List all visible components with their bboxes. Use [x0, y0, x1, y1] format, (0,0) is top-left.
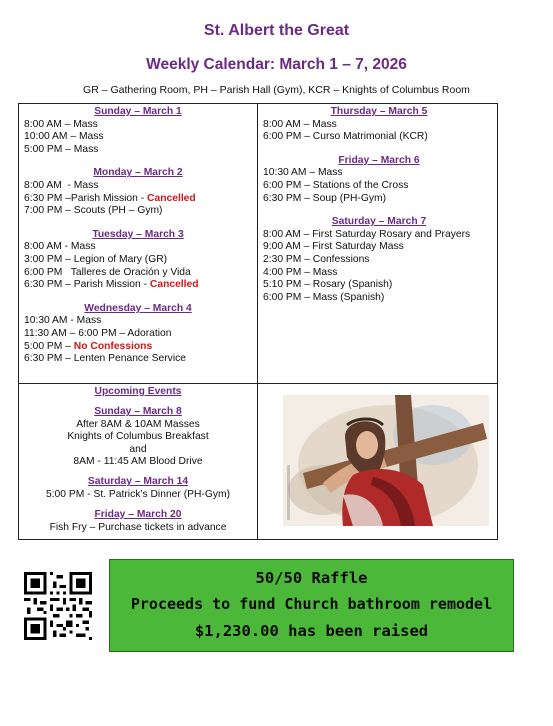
event-heading-saturday: Saturday – March 14: [87, 476, 189, 488]
schedule-line: 10:30 AM - Mass: [24, 315, 102, 327]
event-line: After 8AM & 10AM Masses: [76, 418, 200, 430]
cancelled-label: Cancelled: [149, 279, 199, 291]
schedule-line: 9:00 AM – First Saturday Mass: [263, 241, 404, 253]
schedule-line: 5:10 PM – Rosary (Spanish): [263, 279, 393, 291]
cancelled-label: Cancelled: [147, 192, 196, 204]
schedule-line: 6:30 PM – Lenten Penance Service: [24, 353, 186, 365]
day-heading-thursday: Thursday – March 5: [330, 106, 428, 117]
schedule-line: 6:00 PM – Stations of the Cross: [263, 179, 409, 191]
schedule-line: 8:00 AM – First Saturday Rosary and Prayers: [263, 228, 471, 240]
schedule-text: 5:00 PM –: [24, 340, 74, 352]
schedule-line: 10:30 AM – Mass: [263, 167, 343, 179]
raffle-banner: [109, 559, 514, 652]
right-schedule-column: [263, 106, 495, 304]
day-heading-wednesday: Wednesday – March 4: [84, 302, 192, 314]
schedule-line: 7:00 PM – Scouts (PH – Gym): [24, 205, 163, 217]
event-line: and: [129, 443, 147, 455]
schedule-text: 6:30 PM – Parish Mission -: [24, 279, 150, 291]
schedule-line: 11:30 AM – 6:00 PM – Adoration: [24, 327, 172, 339]
raffle-amount: $1,230.00 has been raised: [194, 622, 429, 640]
page-title: St. Albert the Great: [203, 22, 350, 39]
jesus-carrying-cross-painting: [283, 395, 489, 526]
schedule-line: 8:00 AM – Mass: [263, 118, 337, 130]
schedule-line: 6:30 PM – Soup (PH-Gym): [263, 192, 387, 204]
raffle-purpose: Proceeds to fund Church bathroom remodel: [130, 595, 493, 613]
schedule-line: 4:00 PM – Mass: [263, 266, 338, 278]
schedule-line: 8:00 AM – Mass: [24, 118, 98, 130]
event-line: 8AM - 11:45 AM Blood Drive: [73, 456, 203, 468]
schedule-line: 6:00 PM – Mass (Spanish): [263, 291, 385, 303]
event-line: 5:00 PM - St. Patrick’s Dinner (PH-Gym): [45, 488, 231, 500]
schedule-line: [24, 279, 252, 292]
upcoming-events: [19, 386, 257, 534]
schedule-line: [24, 341, 252, 354]
schedule-line: 2:30 PM – Confessions: [263, 253, 370, 265]
schedule-line: 3:00 PM – Legion of Mary (GR): [24, 253, 168, 265]
upcoming-events-heading: Upcoming Events: [94, 386, 182, 397]
schedule-line: [24, 193, 252, 206]
event-heading-sunday: Sunday – March 8: [94, 406, 182, 418]
day-heading-friday: Friday – March 6: [338, 154, 420, 166]
room-legend: GR – Gathering Room, PH – Parish Hall (Gym), KCR – Knights of Columbus Room: [83, 84, 470, 96]
no-confessions-label: No Confessions: [73, 340, 153, 352]
day-heading-monday: Monday – March 2: [93, 167, 183, 179]
left-schedule-column: [24, 106, 252, 366]
schedule-line: 8:00 AM - Mass: [24, 241, 96, 253]
day-heading-sunday: Sunday – March 1: [94, 106, 182, 117]
event-heading-friday: Friday – March 20: [94, 509, 182, 521]
schedule-line: 8:00 AM - Mass: [24, 179, 99, 191]
raffle-title: 50/50 Raffle: [255, 569, 368, 587]
event-line: Fish Fry – Purchase tickets in advance: [49, 521, 227, 533]
grid-divider-vertical: [257, 103, 258, 540]
day-heading-saturday: Saturday – March 7: [331, 216, 427, 228]
schedule-line: 10:00 AM – Mass: [24, 131, 104, 143]
grid-divider-horizontal: [18, 383, 498, 384]
qr-code[interactable]: [24, 572, 92, 640]
schedule-line: 6:00 PM – Curso Matrimonial (KCR): [263, 131, 428, 143]
event-line: Knights of Columbus Breakfast: [67, 431, 209, 443]
calendar-subtitle: Weekly Calendar: March 1 – 7, 2026: [146, 56, 407, 73]
schedule-line: 6:00 PM Talleres de Oración y Vida: [24, 266, 191, 278]
schedule-line: 5:00 PM – Mass: [24, 143, 99, 155]
day-heading-tuesday: Tuesday – March 3: [92, 228, 184, 240]
schedule-text: 6:30 PM –Parish Mission -: [24, 192, 148, 204]
